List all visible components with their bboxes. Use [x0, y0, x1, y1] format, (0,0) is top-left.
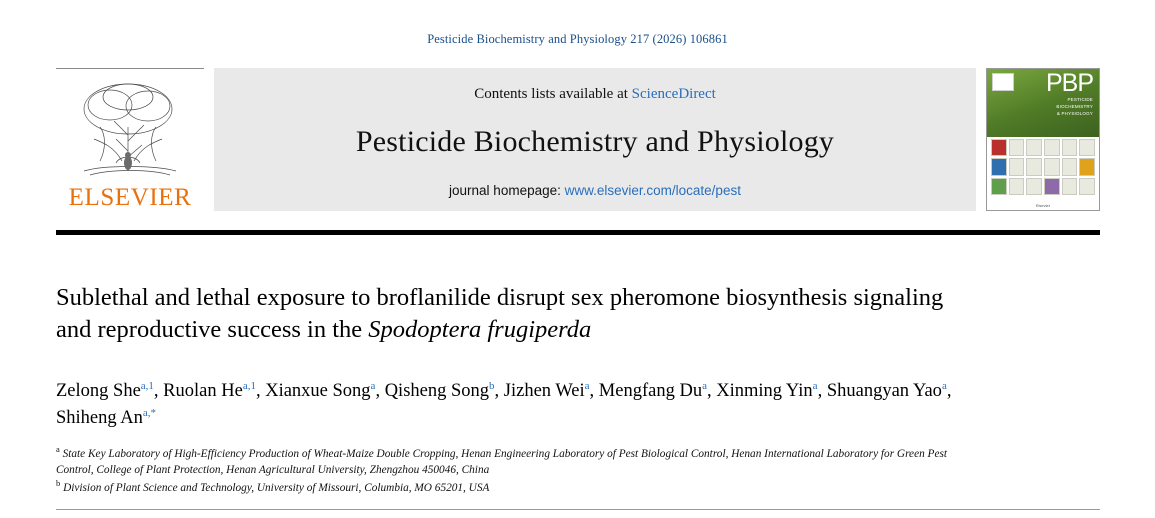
elsevier-wordmark: ELSEVIER [68, 184, 192, 211]
affiliation-mark: a [56, 444, 60, 455]
author-name: Shuangyan Yao [826, 381, 942, 401]
cover-cell [1009, 139, 1025, 156]
author-name: Jizhen Wei [503, 381, 585, 401]
affiliation-text: State Key Laboratory of High-Efficiency Production of Wheat-Maize Double Cropping, Henan Engineering Laboratory of Pest Biological Control, Henan International Laboratory for Green Pest Control, College of Plant Protection, Henan Agricultural University, Zhengzhou 450046, China [56, 448, 948, 477]
cover-cell [1079, 139, 1095, 156]
author-entry[interactable] [265, 381, 384, 401]
author-sep: , [946, 381, 952, 401]
author-name: Ruolan He [163, 381, 243, 401]
journal-masthead [56, 68, 1100, 221]
author-marks: a,1 [140, 379, 154, 392]
author-sep: , [817, 381, 827, 401]
cover-cell [1009, 178, 1025, 195]
journal-banner [214, 68, 976, 211]
homepage-line [449, 183, 741, 198]
sciencedirect-link[interactable]: ScienceDirect [631, 86, 716, 102]
author-marks: a [370, 379, 376, 392]
author-name: Xianxue Song [265, 381, 371, 401]
journal-title: Pesticide Biochemistry and Physiology [355, 125, 835, 158]
cover-subtitle-line2: BIOCHEMISTRY [1056, 103, 1093, 109]
cover-footer: Elsevier [1035, 203, 1051, 208]
cover-cell [1026, 158, 1042, 175]
author-sep: , [375, 381, 385, 401]
author-name: Shiheng An [56, 407, 143, 428]
article-title [56, 282, 976, 347]
author-entry[interactable] [716, 381, 827, 401]
cover-subtitle [1056, 97, 1093, 117]
author-entry[interactable] [385, 381, 504, 401]
affiliation-row [56, 446, 956, 479]
cover-cell [1026, 178, 1042, 195]
author-marks: a [584, 379, 590, 392]
author-sep: , [153, 381, 164, 401]
author-marks: a,* [142, 406, 156, 419]
cover-grid [991, 139, 1095, 195]
affiliation-mark: b [56, 477, 61, 488]
section-divider [56, 509, 1100, 510]
running-head: Pesticide Biochemistry and Physiology 217 (2026) 106861 [427, 32, 728, 46]
author-entry[interactable] [599, 381, 716, 401]
cover-subtitle-line3: & PHYSIOLOGY [1056, 110, 1093, 116]
author-marks: a [941, 379, 947, 392]
elsevier-logo [56, 68, 204, 221]
author-entry[interactable] [163, 381, 265, 401]
cover-cell [991, 158, 1007, 175]
cover-cell [1079, 158, 1095, 175]
cover-publisher-mark [992, 73, 1014, 91]
author-entry[interactable] [56, 408, 156, 428]
affiliations [56, 446, 956, 497]
cover-cell [1026, 139, 1042, 156]
contents-line [474, 86, 716, 103]
article-title-species: Spodoptera frugiperda [368, 316, 592, 344]
cover-cell [1009, 158, 1025, 175]
contents-prefix: Contents lists available at [474, 86, 632, 102]
author-marks: a,1 [242, 379, 256, 392]
cover-cell [991, 139, 1007, 156]
homepage-prefix: journal homepage: [449, 183, 565, 198]
affiliation-row [56, 477, 956, 496]
author-marks: a [702, 379, 707, 392]
cover-cell [1044, 158, 1060, 175]
journal-cover-thumbnail[interactable] [986, 68, 1100, 211]
cover-cell [1062, 178, 1078, 195]
elsevier-tree-icon [70, 75, 190, 183]
cover-cell [1044, 178, 1060, 195]
cover-cell [1044, 139, 1060, 156]
author-name: Qisheng Song [384, 381, 490, 401]
cover-cell [991, 178, 1007, 195]
header-divider [56, 230, 1100, 235]
author-name: Xinming Yin [716, 381, 813, 401]
author-name: Mengfang Du [598, 381, 703, 401]
cover-acronym: PBP [1045, 69, 1093, 97]
affiliation-text: Division of Plant Science and Technology, University of Missouri, Columbia, MO 65201, USA [63, 481, 490, 494]
author-marks: b [489, 379, 495, 392]
author-name: Zelong She [56, 381, 141, 401]
cover-cell [1079, 178, 1095, 195]
author-entry[interactable] [504, 381, 599, 401]
cover-cell [1062, 139, 1078, 156]
author-list [56, 378, 996, 432]
journal-homepage-link[interactable]: www.elsevier.com/locate/pest [564, 183, 741, 198]
author-entry[interactable] [56, 381, 163, 401]
author-marks: a [812, 379, 818, 392]
author-sep: , [589, 381, 599, 401]
author-sep: , [255, 381, 266, 401]
article-title-main: Sublethal and lethal exposure to broflanilide disrupt sex pheromone biosynthesis signaling and reproductive success in the [56, 284, 944, 344]
cover-cell [1062, 158, 1078, 175]
author-sep: , [494, 381, 504, 401]
author-entry[interactable] [827, 381, 952, 401]
cover-subtitle-line1: PESTICIDE [1067, 97, 1093, 102]
author-sep: , [706, 381, 717, 401]
